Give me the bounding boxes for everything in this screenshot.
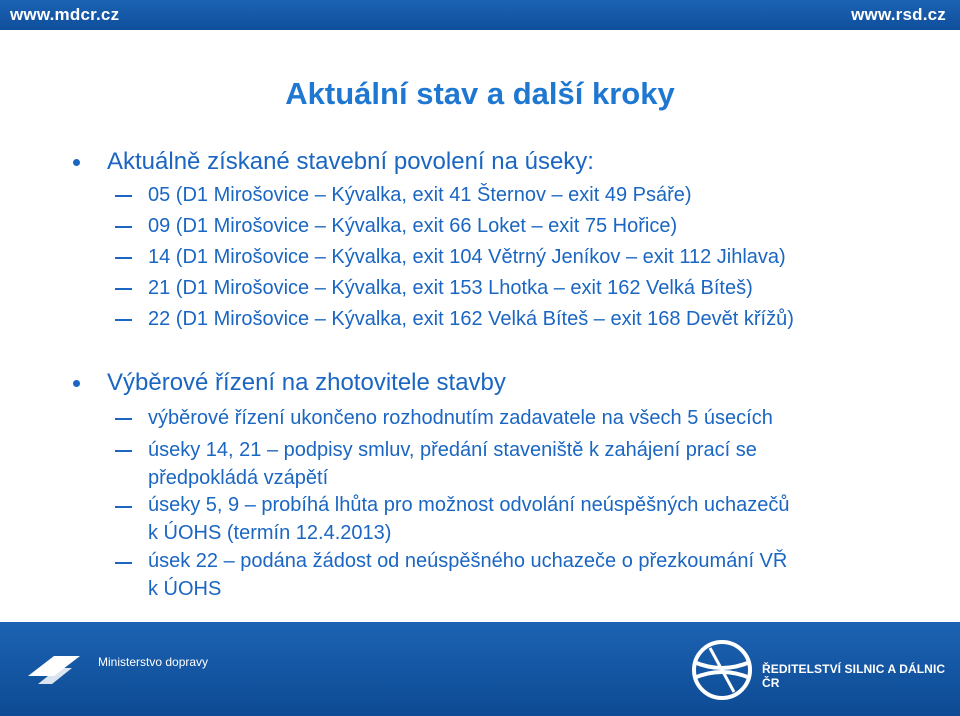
dash-icon xyxy=(115,319,132,321)
dash-icon xyxy=(115,562,132,564)
list-item: úseky 5, 9 – probíhá lhůta pro možnost odvolání neúspěšných uchazečů k ÚOHS (termín 12.4.2013) xyxy=(148,494,790,544)
header-bar xyxy=(0,0,960,30)
list-item: 05 (D1 Mirošovice – Kývalka, exit 41 Šternov – exit 49 Psáře) xyxy=(148,184,692,206)
bullet-building-permits: Aktuálně získané stavební povolení na úseky: xyxy=(107,148,594,175)
dash-icon xyxy=(115,418,132,420)
dash-icon xyxy=(115,506,132,508)
rsd-url[interactable]: www.rsd.cz xyxy=(851,5,946,24)
slide-title: Aktuální stav a další kroky xyxy=(285,76,675,111)
dash-icon xyxy=(115,257,132,259)
bullet-dot xyxy=(73,380,80,387)
dash-icon xyxy=(115,226,132,228)
list-item: úsek 22 – podána žádost od neúspěšného uchazeče o přezkoumání VŘ k ÚOHS xyxy=(148,550,788,600)
bullet-tender: Výběrové řízení na zhotovitele stavby xyxy=(107,369,506,396)
ministry-name: Ministerstvo dopravy xyxy=(98,655,209,669)
mdcr-url[interactable]: www.mdcr.cz xyxy=(10,5,120,24)
bullet-dot xyxy=(73,159,80,166)
list-item: úseky 14, 21 – podpisy smluv, předání staveniště k zahájení prací se předpokládá vzápětí xyxy=(148,439,757,489)
dash-icon xyxy=(115,450,132,452)
list-item: 22 (D1 Mirošovice – Kývalka, exit 162 Velká Bíteš – exit 168 Devět křížů) xyxy=(148,308,794,330)
ministry-logo-icon xyxy=(24,650,90,690)
list-item: výběrové řízení ukončeno rozhodnutím zadavatele na všech 5 úsecích xyxy=(148,407,773,429)
footer-bar xyxy=(0,622,960,716)
list-item: 21 (D1 Mirošovice – Kývalka, exit 153 Lhotka – exit 162 Velká Bíteš) xyxy=(148,277,753,299)
list-item: 09 (D1 Mirošovice – Kývalka, exit 66 Loket – exit 75 Hořice) xyxy=(148,215,678,237)
dash-icon xyxy=(115,195,132,197)
rsd-name: ŘEDITELSTVÍ SILNIC A DÁLNIC ČR xyxy=(762,662,946,690)
dash-icon xyxy=(115,288,132,290)
rsd-logo-icon xyxy=(686,640,758,700)
list-item: 14 (D1 Mirošovice – Kývalka, exit 104 Větrný Jeníkov – exit 112 Jihlava) xyxy=(148,246,786,268)
